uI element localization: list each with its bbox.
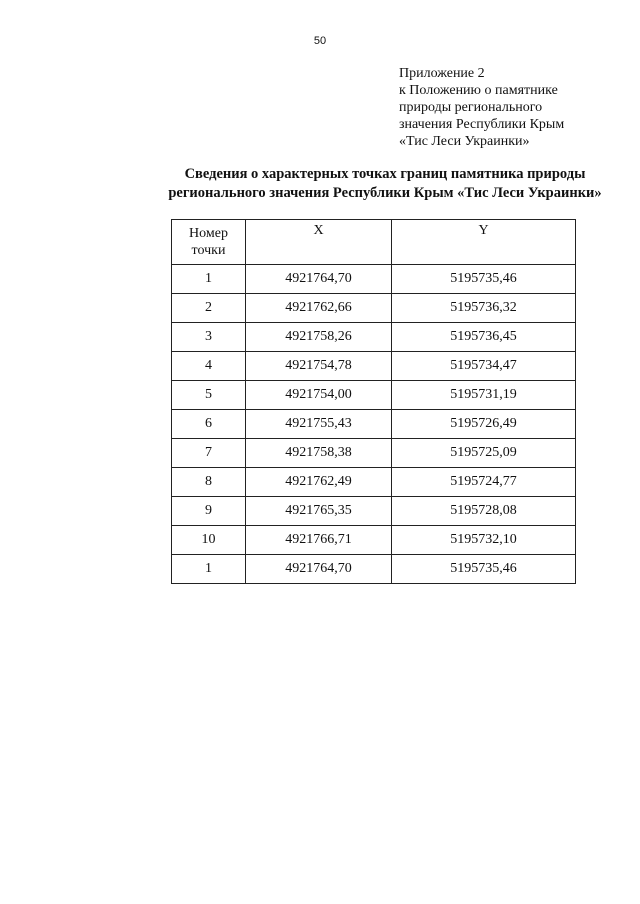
y-cell: 5195736,32 <box>392 294 576 323</box>
y-cell: 5195736,45 <box>392 323 576 352</box>
point-number-cell: 3 <box>172 323 246 352</box>
title-line: регионального значения Республики Крым «Тис Леси Украинки» <box>168 185 602 201</box>
appendix-line: к Положению о памятнике <box>399 83 558 98</box>
y-cell: 5195734,47 <box>392 352 576 381</box>
table-row <box>172 555 576 584</box>
point-number-cell: 2 <box>172 294 246 323</box>
x-cell: 4921762,66 <box>246 294 392 323</box>
table-row <box>172 381 576 410</box>
x-cell: 4921766,71 <box>246 526 392 555</box>
x-cell: 4921758,26 <box>246 323 392 352</box>
title-line: Сведения о характерных точках границ памятника природы <box>184 166 586 182</box>
header-x: X <box>246 220 392 265</box>
table-row <box>172 468 576 497</box>
coordinates-table <box>171 219 576 584</box>
table-header-row <box>172 220 576 265</box>
table-row <box>172 294 576 323</box>
point-number-cell: 9 <box>172 497 246 526</box>
point-number-cell: 6 <box>172 410 246 439</box>
table-row <box>172 497 576 526</box>
header-y: Y <box>392 220 576 265</box>
x-cell: 4921762,49 <box>246 468 392 497</box>
y-cell: 5195732,10 <box>392 526 576 555</box>
y-cell: 5195735,46 <box>392 265 576 294</box>
table-row <box>172 265 576 294</box>
x-cell: 4921754,00 <box>246 381 392 410</box>
appendix-line: «Тис Леси Украинки» <box>399 134 530 149</box>
point-number-cell: 8 <box>172 468 246 497</box>
x-cell: 4921765,35 <box>246 497 392 526</box>
table-row <box>172 526 576 555</box>
table-row <box>172 323 576 352</box>
point-number-cell: 5 <box>172 381 246 410</box>
y-cell: 5195724,77 <box>392 468 576 497</box>
appendix-line: значения Республики Крым <box>399 117 565 132</box>
appendix-line: природы регионального <box>399 100 543 115</box>
table-row <box>172 410 576 439</box>
table-row <box>172 352 576 381</box>
header-point-number-line2: точки <box>191 243 226 258</box>
y-cell: 5195725,09 <box>392 439 576 468</box>
header-point-number <box>172 220 246 265</box>
x-cell: 4921754,78 <box>246 352 392 381</box>
x-cell: 4921758,38 <box>246 439 392 468</box>
header-point-number-line1: Номер <box>189 226 228 241</box>
x-cell: 4921764,70 <box>246 265 392 294</box>
y-cell: 5195731,19 <box>392 381 576 410</box>
table-row <box>172 439 576 468</box>
point-number-cell: 1 <box>172 555 246 584</box>
appendix-line: Приложение 2 <box>399 66 485 81</box>
appendix-heading <box>399 65 599 150</box>
x-cell: 4921764,70 <box>246 555 392 584</box>
y-cell: 5195726,49 <box>392 410 576 439</box>
document-title <box>100 165 640 203</box>
y-cell: 5195735,46 <box>392 555 576 584</box>
point-number-cell: 4 <box>172 352 246 381</box>
point-number-cell: 10 <box>172 526 246 555</box>
x-cell: 4921755,43 <box>246 410 392 439</box>
page-number: 50 <box>313 35 327 47</box>
y-cell: 5195728,08 <box>392 497 576 526</box>
point-number-cell: 1 <box>172 265 246 294</box>
point-number-cell: 7 <box>172 439 246 468</box>
